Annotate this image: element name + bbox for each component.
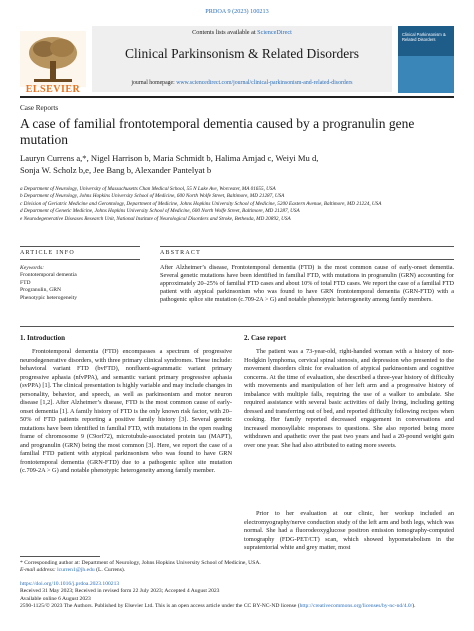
abstract-rule-bottom xyxy=(160,259,454,260)
abstract-heading: ABSTRACT xyxy=(160,250,201,256)
article-info-heading: ARTICLE INFO xyxy=(20,250,75,256)
corresponding-author: * Corresponding author at: Department of Neurology, Johns Hopkins University School of Medicine, USA. xyxy=(20,560,261,566)
author-list xyxy=(20,152,454,176)
affiliation: b Department of Neurology, Johns Hopkins University School of Medicine, 600 North Wolfe Street, Baltimore, MD 21287, USA xyxy=(20,193,285,200)
keywords-block xyxy=(20,265,140,302)
affiliation: a Department of Neurology, University of Massachusetts Chan Medical School, 55 N Lake Ave, Worcester, MA 01655, USA xyxy=(20,186,276,192)
email-line: E-mail address: lcurren1@jh.edu (L. Currens). xyxy=(20,567,126,574)
journal-homepage: journal homepage: www.sciencedirect.com/journal/clinical-parkinsonism-and-related-disorders xyxy=(131,80,353,86)
keyword: Phenotypic heterogeneity xyxy=(20,294,78,301)
abstract-rule-top xyxy=(160,246,454,247)
authors-line-2: Sonja W. Scholz b,e, Jee Bang b, Alexander Pantelyat b xyxy=(20,165,212,175)
publisher-name: ELSEVIER xyxy=(25,84,81,95)
case-paragraph-1: The patient was a 73-year-old, right-handed woman with a history of non-Hodgkin lymphoma, cervical spinal stenosis, and depression who presented to the movement disorders clinic for evaluation of atypical parkinsonism and cognitive concerns. At the time of evaluation, she described a three-year history of difficulty with movements and manipulation of her left arm and a progressive history of imbalance with multiple falls, requiring the use of a walker to ambulate. She required assistance with several basic activities of daily living, including getting dressed and transferring out of bed, and reported difficulty following recipes when cooking. Her family reported decreased engagement in conversations and increased monosyllabic responses to questions. She also reported being more withdrawn and apathetic over the past two years and had a 20-pound weight gain over one year. She had also attributed to eating more sweets. xyxy=(244,348,454,449)
case-heading: 2. Case report xyxy=(244,334,287,342)
abstract-text: After Alzheimer’s disease, Frontotemporal dementia (FTD) is the most common cause of early-onset dementia. Several genetic mutations have been identified in familial FTD, with mutations in progranulin (GRN) accounting for approximately 20–25% of familial FTD cases and about 10% of total FTD cases. We report the case of a familial FTD patient with atypical parkinsonism who was found to have GRN frontotemporal dementia (GRN-FTD) with a pathogenic splice site mutation (c.709-2A > G) and notable phenotypic heterogeneity among family members. xyxy=(160,264,454,303)
affiliation: d Department of Genetic Medicine, Johns Hopkins University School of Medicine, 600 North Wolfe Street, Baltimore, MD 21287, USA xyxy=(20,208,300,215)
footnote-rule xyxy=(20,556,100,557)
article-title: A case of familial frontotemporal dementia caused by a progranulin gene mutation xyxy=(20,116,415,147)
keywords-label: Keywords: xyxy=(20,265,45,271)
sciencedirect-link[interactable]: ScienceDirect xyxy=(257,29,292,36)
intro-paragraph: Frontotemporal dementia (FTD) encompasses a spectrum of progressive neurodegenerative disorders, with three primary clinical syndromes. These include: behavioral variant FTD (bvFTD), nonfluent-agrammatic variant primary progressive aphasia (nfvPPA), and semantic variant primary progressive aphasia (svPPA) [1]. The clinical presentation is highly variable and may include changes in personality, behavior, and speech, as well as parkinsonism and motor neuron disease [1,2]. After Alzheimer’s disease, FTD is the most common cause of early-onset dementia [1]. A family history of FTD is the only known risk factor, with 20–50% of FTD patients reporting a positive family history [3]. Several genetic mutations have been identified in familial FTD, with mutations in the open reading frame of chromosome 9 (C9orf72), microtubule-associated protein tau (MAPT), and progranulin (GRN) being the most common [3]. Here, we report the case of a familial FTD patient with atypical parkinsonism who was found to have GRN frontotemporal dementia (GRN-FTD) due to a pathogenic splice site mutation (c.709-2A > G) and notable phenotypic heterogeneity among family member. xyxy=(20,348,232,474)
journal-reference[interactable]: PRDOA 9 (2023) 100213 xyxy=(205,8,269,15)
license-link[interactable]: http://creativecommons.org/licenses/by-nc-nd/4.0/ xyxy=(299,603,413,610)
info-rule-top xyxy=(20,246,140,247)
intro-heading: 1. Introduction xyxy=(20,334,65,342)
publication-info xyxy=(20,581,454,611)
journal-cover xyxy=(398,26,454,93)
contents-available: Contents lists available at ScienceDirect xyxy=(192,29,292,36)
keyword: FTD xyxy=(20,279,31,286)
affiliation: c Division of Geriatric Medicine and Gerontology, Department of Medicine, Johns Hopkins University School of Medicine, 5200 Eastern Avenue, Baltimore, MD 21224, USA xyxy=(20,200,382,207)
affiliation: e Neurodegenerative Diseases Research Unit, National Institute of Neurological Disorders and Stroke, Bethesda, MD 20892, USA xyxy=(20,215,291,222)
elsevier-logo xyxy=(20,31,86,91)
homepage-link[interactable]: www.sciencedirect.com/journal/clinical-parkinsonism-and-related-disorders xyxy=(176,80,353,86)
body-divider xyxy=(20,326,454,327)
online-date: Available online 6 August 2023 xyxy=(20,595,91,602)
keyword: Progranulin, GRN xyxy=(20,287,62,294)
footnotes xyxy=(20,560,454,575)
article-section: Case Reports xyxy=(20,104,59,112)
case-paragraph-2: Prior to her evaluation at our clinic, her workup included an electromyography/nerve conduction study of the left arm and both legs, which was normal. She had a fluorodeoxyglucose positron emission tomography-computed tomography (FDG-PET/CT) scan, which showed hypometabolism in the supratentorial white and grey matter, most xyxy=(244,510,454,551)
tree-icon xyxy=(20,31,86,87)
header-divider xyxy=(20,96,454,98)
cover-image xyxy=(398,56,454,93)
received-dates: Received 31 May 2023; Received in revised form 22 July 2023; Accepted 4 August 2023 xyxy=(20,588,220,595)
email-link[interactable]: lcurren1@jh.edu xyxy=(57,567,95,574)
license-line: 2590-1125/© 2023 The Authors. Published by Elsevier Ltd. This is an open access article under the CC BY-NC-ND license (http://creativecommons.org/licenses/by-nc-nd/4.0/). xyxy=(20,603,416,610)
info-rule-bottom xyxy=(20,259,140,260)
cover-title: Clinical Parkinsonism & Related Disorders xyxy=(402,32,446,42)
keyword: Frontotemporal dementia xyxy=(20,272,77,279)
affiliations xyxy=(20,186,454,223)
doi-link[interactable]: https://doi.org/10.1016/j.prdoa.2023.100213 xyxy=(20,581,120,587)
journal-title: Clinical Parkinsonism & Related Disorders xyxy=(125,46,359,61)
authors-line-1: Lauryn Currens a,*, Nigel Harrison b, Maria Schmidt b, Halima Amjad c, Weiyi Mu d, xyxy=(20,153,319,163)
